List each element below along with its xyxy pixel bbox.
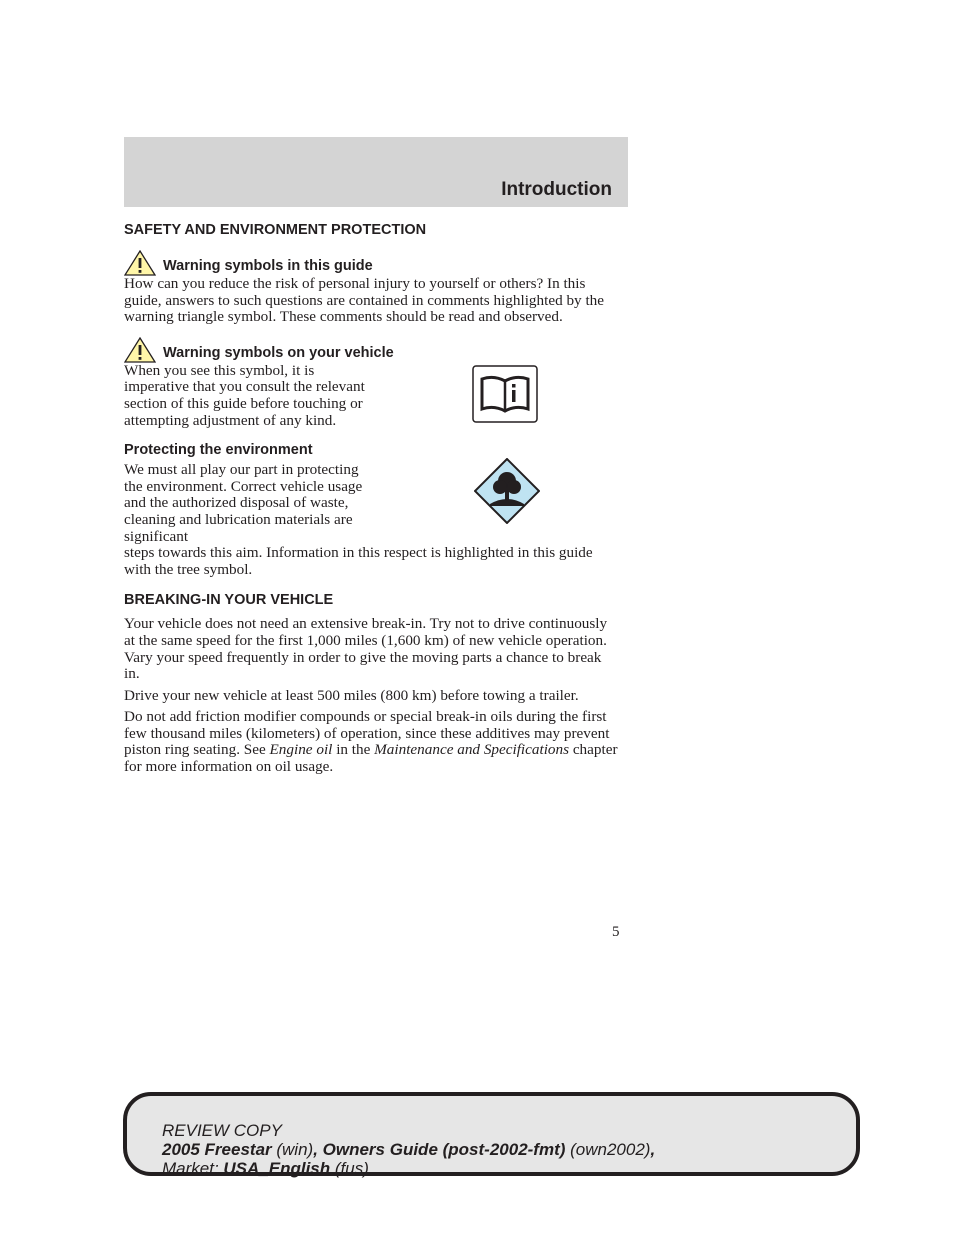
environment-tree-icon bbox=[474, 458, 540, 524]
subsection-guide-symbols bbox=[124, 250, 618, 326]
subheading-vehicle-symbols: Warning symbols on your vehicle bbox=[163, 344, 394, 361]
footer-model-line: 2005 Freestar (win), Owners Guide (post-2002-fmt) (own2002), bbox=[162, 1140, 656, 1159]
chapter-header-band bbox=[124, 137, 628, 207]
breakin-paragraph-2: Drive your new vehicle at least 500 miles (800 km) before towing a trailer. bbox=[124, 686, 579, 704]
subsection-vehicle-symbols bbox=[124, 337, 618, 429]
vehicle-symbols-text: When you see this symbol, it is imperative that you consult the relevant section of this guide before touching or attempting adjustment of any kind. bbox=[124, 361, 365, 429]
warning-triangle-icon bbox=[124, 250, 156, 276]
environment-text-part1: We must all play our part in protecting the environment. Correct vehicle usage and the authorized disposal of waste, cleaning and lubrication materials are significant bbox=[124, 461, 363, 545]
maintenance-chapter-reference: Maintenance and Specifications bbox=[374, 741, 570, 759]
review-copy-footer bbox=[123, 1092, 860, 1176]
breakin-paragraph-3: Do not add friction modifier compounds or special break-in oils during the first few thousand miles (kilometers) of operation, since these additives may prevent piston ring seating. See Engine oil in the Maintenance and Specifications chapter for more information on oil usage. bbox=[124, 708, 618, 776]
engine-oil-reference: Engine oil bbox=[269, 741, 333, 759]
subsection-environment bbox=[124, 440, 618, 578]
guide-symbols-text: How can you reduce the risk of personal injury to yourself or others? In this guide, answers to such questions are contained in comments highlighted by the warning triangle symbol. These comments should be read and observed. bbox=[124, 275, 604, 326]
page-number: 5 bbox=[612, 924, 620, 940]
subheading-environment: Protecting the environment bbox=[124, 442, 313, 459]
subheading-guide-symbols: Warning symbols in this guide bbox=[163, 258, 373, 274]
section-heading-breakin: BREAKING-IN YOUR VEHICLE bbox=[124, 592, 334, 609]
breakin-paragraph-1: Your vehicle does not need an extensive break-in. Try not to drive continuously at the same speed for the first 1,000 miles (1,600 km) of new vehicle operation. Vary your speed frequently in order to give the moving parts a chance to break in. bbox=[124, 615, 608, 683]
footer-market-line: Market: USA_English (fus) bbox=[162, 1159, 369, 1178]
environment-text-part2: steps towards this aim. Information in this respect is highlighted in this guide with the tree symbol. bbox=[124, 544, 593, 578]
owner-guide-book-icon bbox=[472, 365, 538, 423]
warning-triangle-icon bbox=[124, 337, 156, 363]
section-heading-safety: SAFETY AND ENVIRONMENT PROTECTION bbox=[124, 222, 427, 238]
footer-review-copy: REVIEW COPY bbox=[162, 1121, 282, 1140]
page-content bbox=[124, 220, 618, 776]
chapter-title: Introduction bbox=[501, 179, 612, 200]
